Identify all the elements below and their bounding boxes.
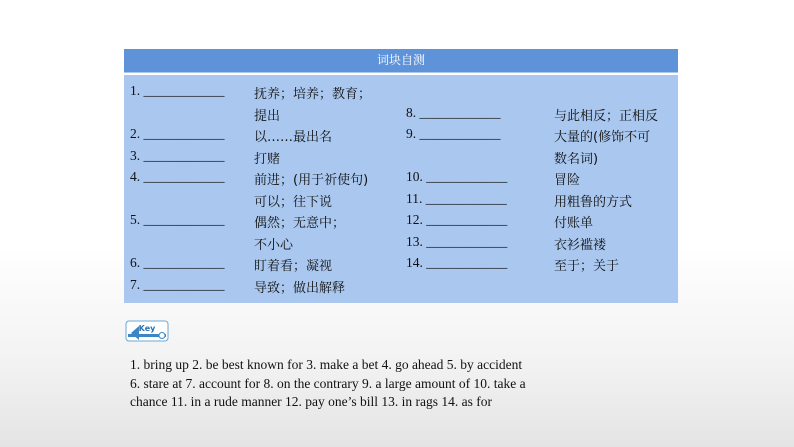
chinese-meaning: 导致；做出解释: [254, 280, 346, 296]
chinese-meaning: 与此相反；正相反: [554, 108, 659, 124]
blank-number: 4. ____________: [130, 169, 225, 184]
blank-number: 1. ____________: [130, 83, 225, 98]
chinese-meaning: 打赌: [254, 151, 281, 167]
vocab-table: [124, 49, 678, 303]
chinese-meaning: 大量的(修饰不可: [554, 130, 651, 145]
blank-number: 5. ____________: [130, 212, 225, 227]
blank-number: 6. ____________: [130, 255, 225, 270]
answer-line: 6. stare at 7. account for 8. on the contrary 9. a large amount of 10. take a: [130, 375, 526, 391]
blank-number: 2. ____________: [130, 126, 225, 141]
answer-section: [130, 356, 670, 412]
answer-line: 1. bring up 2. be best known for 3. make a bet 4. go ahead 5. by accident: [130, 357, 523, 372]
blank-number: 3. ____________: [130, 147, 225, 163]
chinese-meaning: 盯着看；凝视: [254, 259, 333, 274]
blank-number: 10. ____________: [406, 169, 508, 184]
blank-number: 12. ____________: [406, 212, 508, 227]
chinese-meaning: 用粗鲁的方式: [554, 194, 633, 210]
table-title: 词块自测: [124, 49, 678, 72]
chinese-meaning: 可以；往下说: [254, 194, 333, 210]
blank-number: 7. ____________: [130, 276, 225, 292]
chinese-meaning: 提出: [254, 108, 281, 124]
blank-number: 14. ____________: [406, 255, 508, 270]
chinese-meaning: 抚养；培养；教育；: [254, 87, 372, 102]
header-divider: [124, 73, 678, 75]
chinese-meaning: 前进；(用于祈使句): [254, 173, 369, 188]
blank-number: 13. ____________: [406, 233, 508, 249]
chinese-meaning: 以……最出名: [254, 130, 333, 145]
chinese-meaning: 偶然；无意中；: [254, 216, 346, 231]
chinese-meaning: 冒险: [554, 173, 581, 188]
answer-line: chance 11. in a rude manner 12. pay one’s bill 13. in rags 14. as for: [130, 394, 493, 409]
chinese-meaning: 不小心: [254, 237, 294, 253]
chinese-meaning: 至于；关于: [554, 259, 620, 274]
key-logo-text: Key: [138, 324, 156, 333]
chinese-meaning: 衣衫褴褛: [554, 237, 607, 253]
key-icon: [125, 320, 169, 342]
chinese-meaning: 付账单: [554, 216, 594, 231]
blank-number: 9. ____________: [406, 126, 501, 141]
blank-number: 11. ____________: [406, 190, 507, 206]
chinese-meaning: 数名词): [554, 151, 599, 167]
blank-number: 8. ____________: [406, 104, 501, 120]
